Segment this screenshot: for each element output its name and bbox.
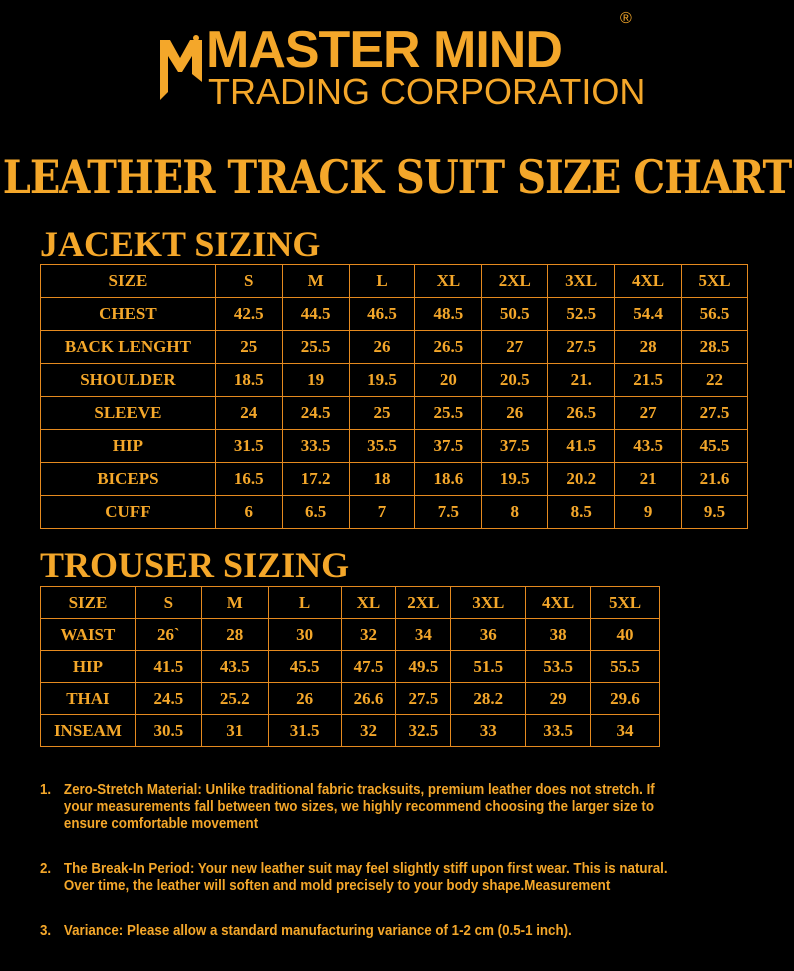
measurement-value-cell: 29	[526, 683, 591, 715]
measurement-value-cell: 25.5	[282, 331, 349, 364]
measurement-value-cell: 46.5	[349, 298, 415, 331]
measurement-value-cell: 26	[482, 397, 548, 430]
measurement-value-cell: 6.5	[282, 496, 349, 529]
jacket-row	[41, 430, 748, 463]
note-number: 3.	[40, 923, 52, 939]
size-header-cell: 4XL	[526, 587, 591, 619]
measurement-value-cell: 17.2	[282, 463, 349, 496]
measurement-label-cell: SHOULDER	[41, 364, 216, 397]
measurement-label-cell: THAI	[41, 683, 136, 715]
note-text: Zero-Stretch Material: Unlike traditional fabric tracksuits, premium leather does not stretch. If your measurements fall between two sizes, we highly recommend choosing the larger size to ensure comfortable movement	[63, 782, 655, 832]
trouser-row	[41, 715, 660, 747]
jacket-row	[41, 298, 748, 331]
measurement-value-cell: 27.5	[548, 331, 615, 364]
measurement-label-cell: CUFF	[41, 496, 216, 529]
jacket-row	[41, 364, 748, 397]
measurement-value-cell: 48.5	[415, 298, 482, 331]
measurement-value-cell: 26	[349, 331, 415, 364]
measurement-value-cell: 41.5	[135, 651, 201, 683]
measurement-value-cell: 27	[615, 397, 682, 430]
measurement-value-cell: 19	[282, 364, 349, 397]
registered-mark: ®	[620, 10, 632, 27]
measurement-value-cell: 16.5	[215, 463, 282, 496]
note-number: 1.	[40, 782, 52, 798]
measurement-label-cell: BICEPS	[41, 463, 216, 496]
size-header-cell: XL	[415, 265, 482, 298]
measurement-value-cell: 20.2	[548, 463, 615, 496]
trouser-size-table	[40, 586, 660, 747]
measurement-value-cell: 25	[215, 331, 282, 364]
note-item	[40, 861, 684, 895]
measurement-value-cell: 30.5	[135, 715, 201, 747]
size-header-cell: 3XL	[548, 265, 615, 298]
measurement-value-cell: 34	[591, 715, 660, 747]
size-header-cell: M	[282, 265, 349, 298]
measurement-value-cell: 42.5	[215, 298, 282, 331]
measurement-value-cell: 21	[615, 463, 682, 496]
trouser-row	[41, 619, 660, 651]
measurement-value-cell: 22	[682, 364, 748, 397]
jacket-row	[41, 397, 748, 430]
measurement-value-cell: 56.5	[682, 298, 748, 331]
trouser-row	[41, 651, 660, 683]
measurement-value-cell: 37.5	[415, 430, 482, 463]
note-text: The Break-In Period: Your new leather suit may feel slightly stiff upon first wear. This is natural. Over time, the leather will soften and mold precisely to your body shape.Measurement	[63, 861, 668, 894]
page-title: LEATHER TRACK SUIT SIZE CHART	[2, 150, 792, 205]
measurement-value-cell: 33.5	[282, 430, 349, 463]
measurement-value-cell: 6	[215, 496, 282, 529]
size-header-cell: S	[215, 265, 282, 298]
measurement-value-cell: 18.6	[415, 463, 482, 496]
measurement-value-cell: 26	[268, 683, 341, 715]
measurement-value-cell: 26.6	[341, 683, 396, 715]
measurement-value-cell: 24.5	[282, 397, 349, 430]
measurement-value-cell: 32.5	[396, 715, 451, 747]
measurement-value-cell: 34	[396, 619, 451, 651]
measurement-value-cell: 32	[341, 715, 396, 747]
measurement-value-cell: 19.5	[349, 364, 415, 397]
measurement-value-cell: 44.5	[282, 298, 349, 331]
size-header-cell: XL	[341, 587, 396, 619]
measurement-value-cell: 21.	[548, 364, 615, 397]
size-header-cell: 2XL	[396, 587, 451, 619]
jacket-header-row	[41, 265, 748, 298]
measurement-value-cell: 26.5	[548, 397, 615, 430]
trouser-row	[41, 683, 660, 715]
measurement-value-cell: 25.2	[201, 683, 268, 715]
measurement-value-cell: 54.4	[615, 298, 682, 331]
measurement-label-cell: INSEAM	[41, 715, 136, 747]
measurement-value-cell: 55.5	[591, 651, 660, 683]
measurement-value-cell: 7	[349, 496, 415, 529]
measurement-value-cell: 9.5	[682, 496, 748, 529]
measurement-value-cell: 26.5	[415, 331, 482, 364]
measurement-value-cell: 7.5	[415, 496, 482, 529]
note-item	[40, 782, 684, 833]
note-number: 2.	[40, 861, 52, 877]
measurement-value-cell: 27.5	[682, 397, 748, 430]
jacket-row	[41, 463, 748, 496]
note-text: Variance: Please allow a standard manufacturing variance of 1-2 cm (0.5-1 inch).	[63, 923, 572, 939]
notes-list	[40, 782, 684, 968]
trouser-section-title: TROUSER SIZING	[40, 545, 350, 585]
measurement-value-cell: 38	[526, 619, 591, 651]
measurement-label-cell: CHEST	[41, 298, 216, 331]
measurement-value-cell: 27	[482, 331, 548, 364]
measurement-value-cell: 36	[451, 619, 526, 651]
brand-subtitle: TRADING CORPORATION	[208, 71, 646, 112]
measurement-value-cell: 25	[349, 397, 415, 430]
measurement-value-cell: 31	[201, 715, 268, 747]
measurement-value-cell: 20.5	[482, 364, 548, 397]
measurement-value-cell: 33	[451, 715, 526, 747]
measurement-value-cell: 24	[215, 397, 282, 430]
brand-logo	[0, 0, 794, 120]
measurement-value-cell: 37.5	[482, 430, 548, 463]
size-label-cell: SIZE	[41, 587, 136, 619]
size-header-cell: L	[268, 587, 341, 619]
measurement-value-cell: 43.5	[201, 651, 268, 683]
size-header-cell: 5XL	[591, 587, 660, 619]
measurement-value-cell: 40	[591, 619, 660, 651]
jacket-size-table	[40, 264, 748, 529]
measurement-value-cell: 43.5	[615, 430, 682, 463]
measurement-value-cell: 53.5	[526, 651, 591, 683]
measurement-value-cell: 52.5	[548, 298, 615, 331]
jacket-row	[41, 331, 748, 364]
measurement-value-cell: 47.5	[341, 651, 396, 683]
size-header-cell: L	[349, 265, 415, 298]
measurement-value-cell: 51.5	[451, 651, 526, 683]
size-label-cell: SIZE	[41, 265, 216, 298]
measurement-value-cell: 28	[201, 619, 268, 651]
measurement-value-cell: 32	[341, 619, 396, 651]
measurement-value-cell: 35.5	[349, 430, 415, 463]
measurement-value-cell: 28.2	[451, 683, 526, 715]
measurement-value-cell: 41.5	[548, 430, 615, 463]
measurement-value-cell: 8	[482, 496, 548, 529]
measurement-value-cell: 29.6	[591, 683, 660, 715]
measurement-label-cell: WAIST	[41, 619, 136, 651]
measurement-value-cell: 30	[268, 619, 341, 651]
measurement-value-cell: 21.6	[682, 463, 748, 496]
trouser-header-row	[41, 587, 660, 619]
measurement-value-cell: 31.5	[268, 715, 341, 747]
measurement-value-cell: 19.5	[482, 463, 548, 496]
brand-name: MASTER MIND	[206, 21, 562, 79]
note-item	[40, 923, 684, 940]
measurement-label-cell: HIP	[41, 430, 216, 463]
master-mind-logo-icon	[156, 30, 206, 105]
size-header-cell: 5XL	[682, 265, 748, 298]
measurement-label-cell: SLEEVE	[41, 397, 216, 430]
measurement-label-cell: HIP	[41, 651, 136, 683]
measurement-value-cell: 28.5	[682, 331, 748, 364]
measurement-value-cell: 45.5	[268, 651, 341, 683]
measurement-value-cell: 18	[349, 463, 415, 496]
jacket-row	[41, 496, 748, 529]
jacket-section-title: JACEKT SIZING	[40, 224, 321, 264]
size-header-cell: 2XL	[482, 265, 548, 298]
size-header-cell: 3XL	[451, 587, 526, 619]
measurement-value-cell: 21.5	[615, 364, 682, 397]
measurement-value-cell: 49.5	[396, 651, 451, 683]
measurement-value-cell: 31.5	[215, 430, 282, 463]
measurement-value-cell: 25.5	[415, 397, 482, 430]
measurement-value-cell: 24.5	[135, 683, 201, 715]
measurement-value-cell: 26`	[135, 619, 201, 651]
measurement-value-cell: 9	[615, 496, 682, 529]
size-header-cell: M	[201, 587, 268, 619]
measurement-value-cell: 50.5	[482, 298, 548, 331]
measurement-value-cell: 28	[615, 331, 682, 364]
measurement-value-cell: 27.5	[396, 683, 451, 715]
measurement-value-cell: 33.5	[526, 715, 591, 747]
size-header-cell: S	[135, 587, 201, 619]
measurement-value-cell: 45.5	[682, 430, 748, 463]
measurement-value-cell: 20	[415, 364, 482, 397]
measurement-value-cell: 8.5	[548, 496, 615, 529]
size-header-cell: 4XL	[615, 265, 682, 298]
measurement-label-cell: BACK LENGHT	[41, 331, 216, 364]
measurement-value-cell: 18.5	[215, 364, 282, 397]
